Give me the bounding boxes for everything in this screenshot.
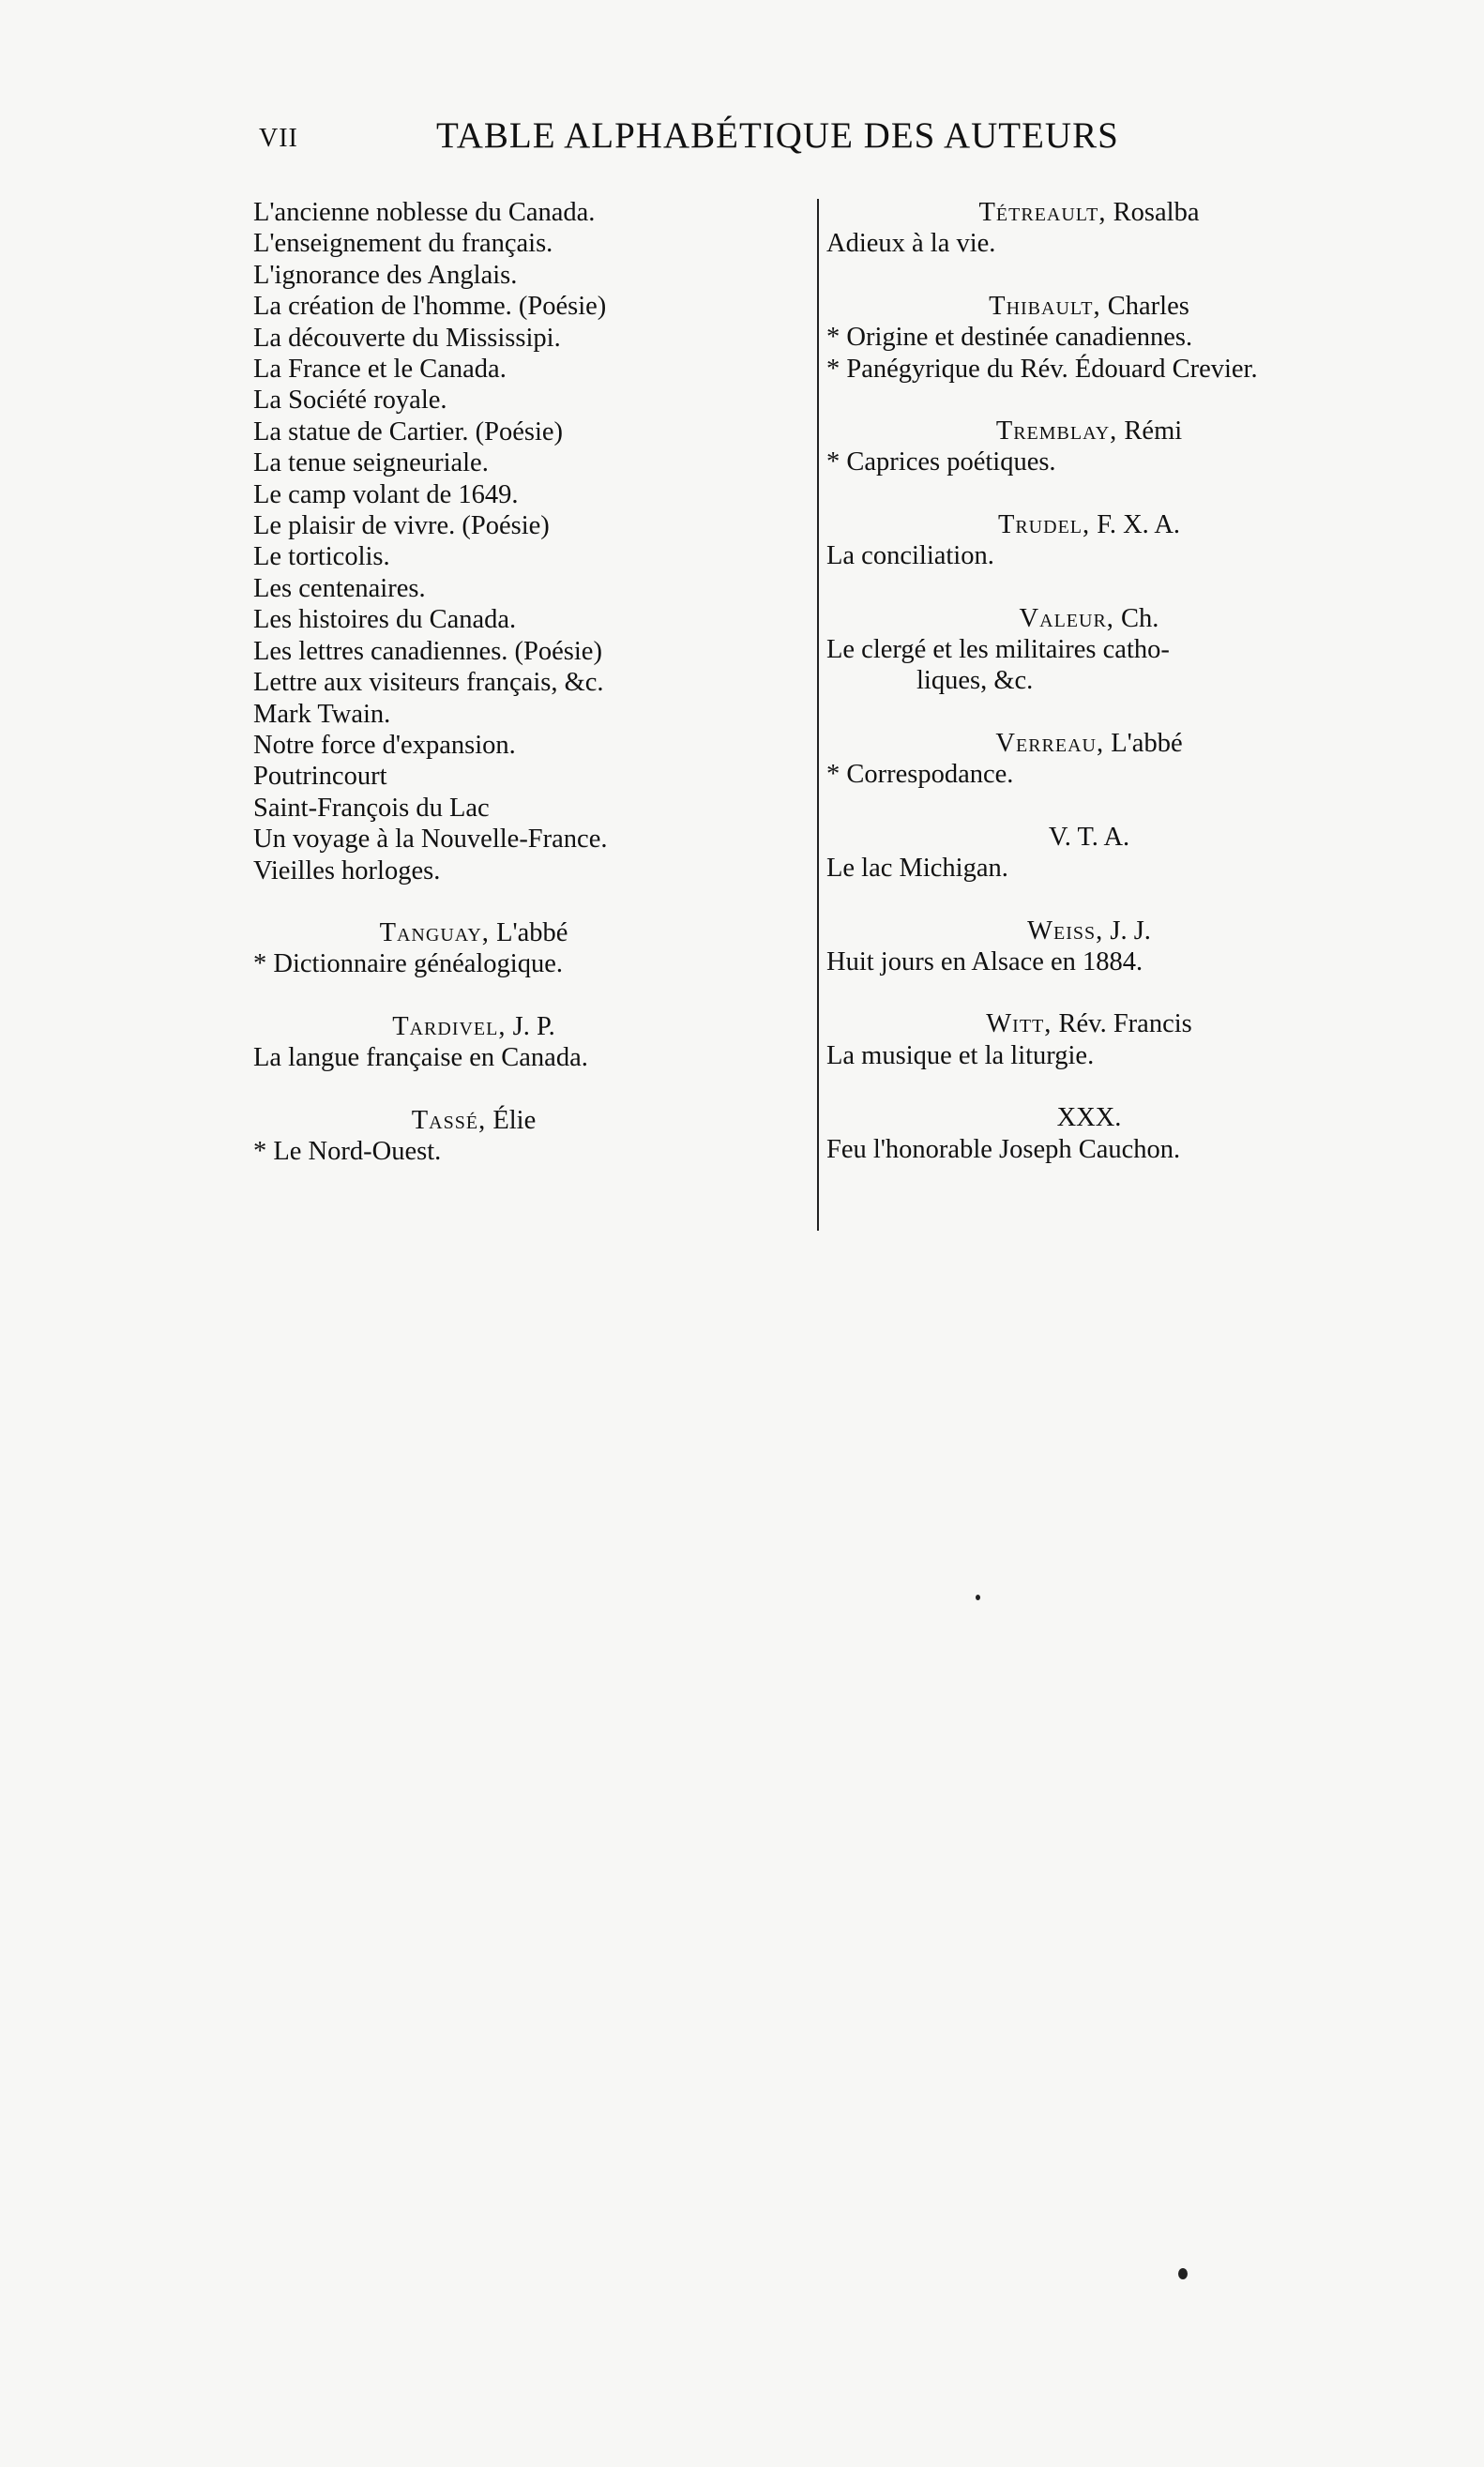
- author-name: V. T. A.: [1048, 822, 1130, 852]
- title-entry: Saint-François du Lac: [253, 793, 490, 823]
- title-entry: * Le Nord-Ouest.: [253, 1136, 442, 1166]
- title-entry: Le plaisir de vivre. (Poésie): [253, 511, 550, 541]
- title-entry: Le lac Michigan.: [826, 854, 1008, 884]
- title-entry-continuation: liques, &c.: [916, 666, 1034, 696]
- author-name: Verreau,: [995, 728, 1105, 758]
- title-entry: Les centenaires.: [253, 573, 426, 603]
- title-entry: L'ancienne noblesse du Canada.: [253, 198, 596, 227]
- title-entry: L'ignorance des Anglais.: [253, 260, 518, 290]
- author-heading: [826, 416, 1352, 446]
- title-entry: La découverte du Mississipi.: [253, 323, 561, 353]
- author-name: Thibault,: [989, 291, 1101, 321]
- title-entry: Feu l'honorable Joseph Cauchon.: [826, 1134, 1181, 1164]
- author-heading: [253, 1105, 694, 1136]
- title-entry: La création de l'homme. (Poésie): [253, 292, 607, 322]
- author-name: Trudel,: [997, 509, 1091, 539]
- author-qualifier: J. P.: [512, 1011, 555, 1041]
- column-divider: [817, 199, 819, 1231]
- author-heading: [826, 197, 1352, 228]
- author-qualifier: J. J.: [1110, 916, 1151, 946]
- title-entry: Un voyage à la Nouvelle-France.: [253, 825, 608, 855]
- author-heading: [826, 1008, 1352, 1039]
- author-heading: [826, 1102, 1352, 1133]
- author-heading: [253, 917, 694, 948]
- page-header: [253, 111, 1219, 167]
- title-entry: * Panégyrique du Rév. Édouard Crevier.: [826, 354, 1258, 384]
- right-column: [826, 197, 1352, 1165]
- author-qualifier: F. X. A.: [1097, 509, 1181, 539]
- title-entry: Lettre aux visiteurs français, &c.: [253, 668, 604, 698]
- title-entry: La statue de Cartier. (Poésie): [253, 416, 564, 446]
- author-name: Valeur,: [1019, 603, 1114, 633]
- title-entry: L'enseignement du français.: [253, 229, 553, 259]
- title-entry: La France et le Canada.: [253, 355, 507, 385]
- author-qualifier: L'abbé: [1111, 728, 1183, 758]
- title-entry: * Origine et destinée canadiennes.: [826, 323, 1193, 353]
- author-qualifier: Rémi: [1124, 416, 1183, 446]
- title-entry: * Dictionnaire généalogique.: [253, 949, 564, 979]
- author-qualifier: Ch.: [1121, 603, 1159, 633]
- author-heading: [826, 291, 1352, 322]
- author-heading: [826, 916, 1352, 946]
- author-heading: [826, 603, 1352, 634]
- author-name: Tassé,: [411, 1105, 487, 1135]
- title-entry: Poutrincourt: [253, 762, 387, 792]
- title-entry: La conciliation.: [826, 541, 994, 571]
- author-name: Witt,: [986, 1009, 1052, 1039]
- author-name: Tanguay,: [379, 917, 490, 947]
- title-entry: Notre force d'expansion.: [253, 730, 516, 760]
- running-title: TABLE ALPHABÉTIQUE DES AUTEURS: [436, 115, 1119, 156]
- title-entry: Les histoires du Canada.: [253, 605, 517, 635]
- title-entry: Mark Twain.: [253, 699, 391, 729]
- title-entry: Le camp volant de 1649.: [253, 479, 519, 509]
- title-entry: La Société royale.: [253, 386, 447, 416]
- page-number: VII: [259, 124, 298, 153]
- author-heading: [826, 822, 1352, 853]
- author-qualifier: Rosalba: [1113, 198, 1200, 227]
- title-entry: Adieux à la vie.: [826, 229, 996, 259]
- title-entry: Vieilles horloges.: [253, 855, 441, 885]
- title-entry: Les lettres canadiennes. (Poésie): [253, 636, 602, 666]
- title-entry: * Correspodance.: [826, 760, 1014, 790]
- ink-speck: [1178, 2268, 1188, 2279]
- author-name: Tremblay,: [995, 416, 1118, 446]
- title-entry: * Caprices poétiques.: [826, 447, 1056, 477]
- author-name: Tardivel,: [392, 1011, 507, 1041]
- left-column: [253, 197, 779, 1167]
- title-entry: Le clergé et les militaires catho-: [826, 635, 1170, 665]
- title-entry: La langue française en Canada.: [253, 1043, 588, 1073]
- author-qualifier: L'abbé: [496, 917, 568, 947]
- author-qualifier: Charles: [1107, 291, 1189, 321]
- author-heading: [826, 509, 1352, 540]
- author-name: XXX.: [1056, 1103, 1122, 1133]
- title-entry: Huit jours en Alsace en 1884.: [826, 946, 1143, 976]
- title-entry: La musique et la liturgie.: [826, 1040, 1095, 1070]
- title-entry: La tenue seigneuriale.: [253, 448, 489, 478]
- author-name: Tétreault,: [978, 198, 1107, 227]
- author-qualifier: Élie: [492, 1105, 537, 1135]
- author-qualifier: Rév. Francis: [1058, 1009, 1192, 1039]
- ink-speck: [976, 1595, 980, 1600]
- author-heading: [826, 728, 1352, 759]
- title-entry: Le torticolis.: [253, 542, 390, 572]
- author-heading: [253, 1011, 694, 1042]
- author-name: Weiss,: [1027, 916, 1104, 946]
